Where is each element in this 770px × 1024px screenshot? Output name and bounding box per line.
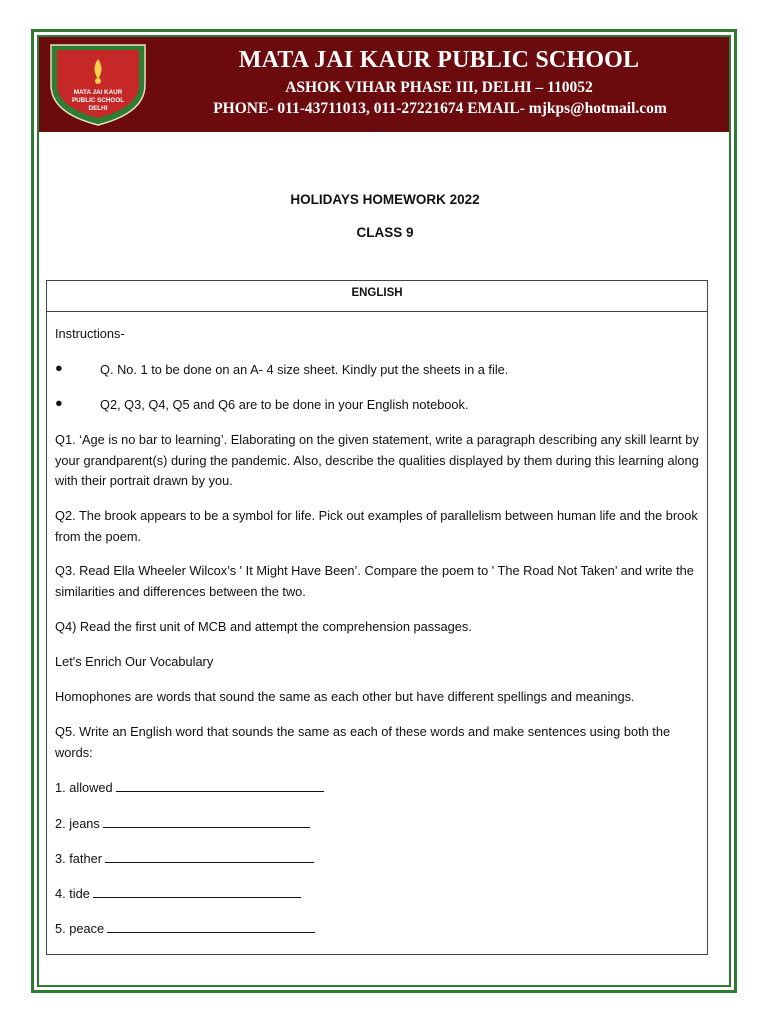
- word-label: 5. peace: [55, 921, 105, 936]
- logo-text-1: MATA JAI KAUR: [73, 89, 123, 96]
- vocabulary-heading: Let's Enrich Our Vocabulary: [55, 654, 214, 669]
- answer-blank[interactable]: [105, 848, 314, 863]
- word-label: 1. allowed: [55, 780, 113, 795]
- question-2: Q2. The brook appears to be a symbol for life. Pick out examples of parallelism between human life and the brook from the poem.: [55, 508, 698, 544]
- instruction-item: Q. No. 1 to be done on an A- 4 size sheet. Kindly put the sheets in a file.: [100, 362, 509, 377]
- bullet-icon: ●: [55, 360, 63, 375]
- bullet-icon: ●: [55, 395, 63, 410]
- question-4: Q4) Read the first unit of MCB and attempt the comprehension passages.: [55, 619, 472, 634]
- homework-title: HOLIDAYS HOMEWORK 2022: [290, 192, 480, 207]
- instruction-item: Q2, Q3, Q4, Q5 and Q6 are to be done in your English notebook.: [100, 397, 469, 412]
- word-item: [55, 848, 700, 870]
- class-title: CLASS 9: [356, 225, 414, 240]
- answer-blank[interactable]: [103, 813, 310, 828]
- word-item: [55, 777, 700, 799]
- question-5: Q5. Write an English word that sounds the same as each of these words and make sentences using both the words:: [55, 724, 671, 760]
- question-3: Q3. Read Ella Wheeler Wilcox’s ' It Might Have Been’. Compare the poem to ' The Road Not Taken’ and write the similarities and differences between the two.: [55, 563, 694, 599]
- logo-text-2: PUBLIC SCHOOL: [71, 97, 125, 104]
- word-item: [55, 883, 700, 905]
- stray-mark: ”: [381, 128, 385, 140]
- word-item: [55, 813, 700, 835]
- word-label: 2. jeans: [55, 816, 100, 831]
- homophones-definition: Homophones are words that sound the same as each other but have different spellings and meanings.: [55, 689, 635, 704]
- school-contact: PHONE- 011-43711013, 011-27221674 EMAIL- mjkps@hotmail.com: [213, 100, 667, 117]
- logo-text-3: DELHI: [88, 105, 108, 112]
- question-1: Q1. ‘Age is no bar to learning’. Elaborating on the given statement, write a paragraph describing any skill learnt by your grandparent(s) during the pandemic. Also, describe the qualities displayed by them during this learning along with their portrait drawn by you.: [55, 432, 699, 488]
- subject-heading: ENGLISH: [47, 281, 707, 312]
- school-name: MATA JAI KAUR PUBLIC SCHOOL: [238, 47, 640, 73]
- answer-blank[interactable]: [107, 918, 315, 933]
- school-address: ASHOK VIHAR PHASE III, DELHI – 110052: [285, 79, 593, 96]
- word-label: 3. father: [55, 851, 102, 866]
- word-item: [55, 918, 700, 940]
- instructions-heading: Instructions-: [55, 326, 125, 341]
- answer-blank[interactable]: [93, 883, 301, 898]
- school-header: [39, 37, 729, 132]
- logo-emblem-dot: [95, 78, 101, 84]
- word-label: 4. tide: [55, 886, 90, 901]
- answer-blank[interactable]: [116, 777, 324, 792]
- school-logo: [47, 41, 149, 127]
